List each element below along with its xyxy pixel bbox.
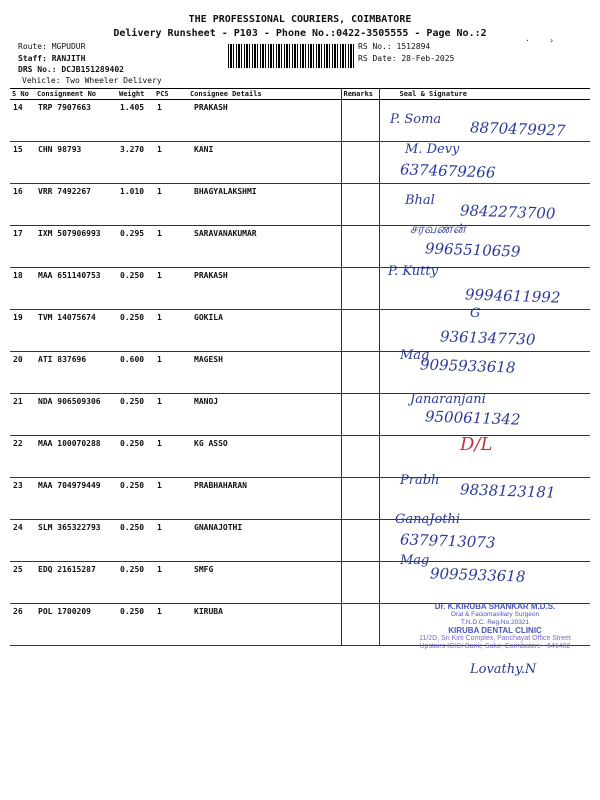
cell-remarks [341,436,379,478]
cell-sno: 24 [10,520,35,562]
cell-pcs: 1 [154,100,188,142]
signature-name: Mag [400,348,430,363]
cell-cn: ATI 837696 [35,352,117,394]
cell-remarks [341,142,379,184]
signature-name: Janaranjani [410,392,486,407]
cell-sno: 21 [10,394,35,436]
header-row [10,89,590,100]
vehicle: Vehicle: Two Wheeler Delivery [22,76,162,85]
cell-wt: 0.250 [117,436,154,478]
cell-pcs: 1 [154,352,188,394]
cell-sno: 15 [10,142,35,184]
signature-name: P. Soma [390,112,442,127]
drs-number: DRS No.: DCJB151289402 [18,65,124,74]
cell-remarks [341,520,379,562]
corner-marks: · › [525,36,554,45]
cell-sno: 23 [10,478,35,520]
signature-name: Lovathy.N [470,662,537,677]
table-row [10,142,590,184]
signature-name: Bhal [405,193,435,208]
cell-cn: MAA 651140753 [35,268,117,310]
cell-cn: NDA 906509306 [35,394,117,436]
cell-wt: 0.250 [117,520,154,562]
cell-remarks [341,184,379,226]
cell-pcs: 1 [154,310,188,352]
cell-cn: MAA 704979449 [35,478,117,520]
cell-name: KANI [188,142,341,184]
cell-wt: 0.250 [117,268,154,310]
cell-remarks [341,100,379,142]
cell-remarks [341,562,379,604]
cell-sno: 14 [10,100,35,142]
cell-pcs: 1 [154,394,188,436]
cell-pcs: 1 [154,478,188,520]
signature-name: சரவணன் [410,222,466,237]
col-sno: S No [10,89,35,100]
cell-sno: 18 [10,268,35,310]
cell-sno: 20 [10,352,35,394]
barcode [228,44,356,68]
signature-name: Prabh [400,473,440,488]
stamp-name: Dr. K.KIRUBA SHANKAR M.D.S. [434,602,556,611]
cell-pcs: 1 [154,562,188,604]
clinic-stamp [400,603,590,651]
cell-sno: 19 [10,310,35,352]
rs-number: RS No.: 1512894 [358,42,431,51]
cell-remarks [341,478,379,520]
col-remarks: Remarks [341,89,379,100]
cell-cn: EDQ 21615287 [35,562,117,604]
cell-cn: POL 1700209 [35,604,117,646]
cell-wt: 3.270 [117,142,154,184]
cell-wt: 0.250 [117,310,154,352]
stamp-clinic: KIRUBA DENTAL CLINIC [448,626,542,635]
rs-date: RS Date: 28-Feb-2025 [358,54,455,63]
signature-name: M. Devy [405,142,460,157]
cell-wt: 0.295 [117,226,154,268]
cell-wt: 1.010 [117,184,154,226]
cell-remarks [341,268,379,310]
signature-name: P. Kutty [388,264,438,279]
signature-phone: 9095933618 [419,355,516,377]
stamp-address-1: 11/2D, Sri Kirti Complex, Panchayat Office Street [419,635,571,642]
cell-remarks [341,352,379,394]
col-weight: Weight [117,89,154,100]
cell-pcs: 1 [154,184,188,226]
cell-wt: 0.250 [117,562,154,604]
cell-pcs: 1 [154,226,188,268]
cell-name: MANOJ [188,394,341,436]
cell-name: PRABHAHARAN [188,478,341,520]
signature-phone: 6379713073 [399,530,496,552]
stamp-title: Oral & Faciomaxillary Surgeon [450,611,540,618]
signature-phone: 8870479927 [469,118,566,140]
signature-name: G [470,306,481,321]
col-pcs: PCS [154,89,188,100]
cell-name: SARAVANAKUMAR [188,226,341,268]
col-consignment: Consignment No [35,89,117,100]
table-row [10,520,590,562]
cell-cn: CHN 98793 [35,142,117,184]
signature-phone: 9361347730 [439,327,536,349]
signature-phone: 9095933618 [429,564,526,586]
signature-phone: 9842273700 [459,201,556,223]
cell-wt: 1.405 [117,100,154,142]
route: Route: MGPUDUR [18,42,86,51]
company-title: THE PROFESSIONAL COURIERS, COIMBATORE [188,14,412,25]
cell-name: GOKILA [188,310,341,352]
col-consignee: Consignee Details [188,89,341,100]
signature-phone: 6374679266 [399,160,496,182]
cell-wt: 0.600 [117,352,154,394]
signature-phone: 9500611342 [424,407,521,429]
cell-remarks [341,226,379,268]
cell-cn: MAA 100070288 [35,436,117,478]
cell-sno: 25 [10,562,35,604]
cell-cn: IXM 507906993 [35,226,117,268]
cell-cn: VRR 7492267 [35,184,117,226]
cell-remarks [341,394,379,436]
signature-name: GanaJothi [395,512,461,527]
cell-pcs: 1 [154,604,188,646]
cell-name: PRAKASH [188,268,341,310]
signature-phone: 9994611992 [464,285,561,307]
cell-sno: 22 [10,436,35,478]
cell-pcs: 1 [154,520,188,562]
cell-pcs: 1 [154,268,188,310]
cell-pcs: 1 [154,436,188,478]
cell-remarks [341,604,379,646]
cell-pcs: 1 [154,142,188,184]
table-row [10,436,590,478]
stamp-reg: T.N.D.C. Reg.No.20321 [460,619,530,626]
signature-phone: 9838123181 [459,480,556,502]
cell-name: KG ASSO [188,436,341,478]
col-signature: Seal & Signature [379,89,590,100]
signature-name: D/L [460,434,493,455]
cell-sno: 26 [10,604,35,646]
signature-name: Mag [400,553,430,568]
cell-wt: 0.250 [117,604,154,646]
cell-name: PRAKASH [188,100,341,142]
cell-cn: SLM 365322793 [35,520,117,562]
cell-remarks [341,310,379,352]
cell-name: BHAGYALAKSHMI [188,184,341,226]
cell-wt: 0.250 [117,478,154,520]
cell-name: MAGESH [188,352,341,394]
cell-name: KIRUBA [188,604,341,646]
cell-sno: 17 [10,226,35,268]
cell-name: SMFG [188,562,341,604]
stamp-address-2: Upstairs ICICI Bank, Sulur, Coimbatore - 641402 [419,643,571,650]
cell-name: GNANAJOTHI [188,520,341,562]
runsheet-subtitle: Delivery Runsheet - P103 - Phone No.:0422-3505555 - Page No.:2 [113,28,487,39]
cell-wt: 0.250 [117,394,154,436]
staff: Staff: RANJITH [18,54,86,63]
cell-sno: 16 [10,184,35,226]
cell-cn: TRP 7907663 [35,100,117,142]
cell-cn: TVM 14075674 [35,310,117,352]
signature-phone: 9965510659 [424,239,521,261]
